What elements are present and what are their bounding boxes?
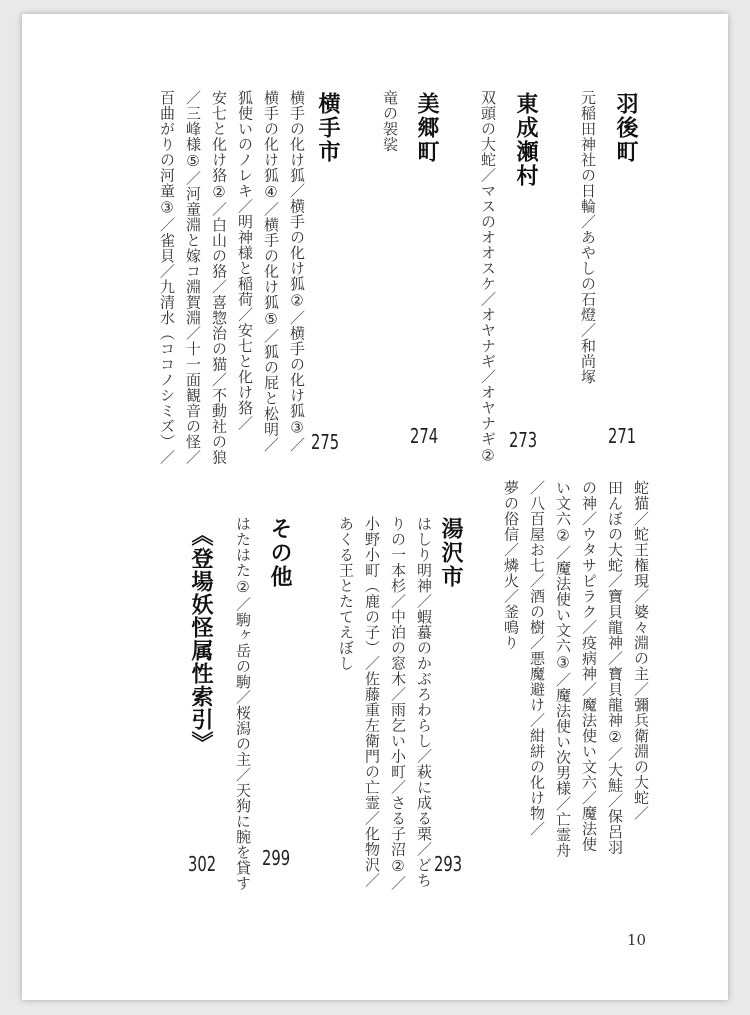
list-item: ／八百屋お七／酒の樹／悪魔避け／紺絣の化け物／ (528, 480, 546, 837)
section-items-higashinaruse (475, 90, 501, 465)
list-item: 元稲田神社の日輪／あやしの石燈／和尚塚 (579, 90, 597, 385)
page-number-yuzawa: 293 (434, 852, 463, 876)
section-items-hago (575, 90, 601, 385)
section-items-yuzawa (333, 516, 437, 891)
list-item: 田んぼの大蛇／寶貝龍神／寶貝龍神②／大鮭／保呂羽 (606, 480, 624, 855)
section-title-yuzawa: 湯沢市 (438, 517, 463, 589)
section-title-hago: 羽後町 (613, 92, 638, 164)
page-number-yokote: 275 (311, 430, 340, 454)
section-title-index: 《登場妖怪属性索引》 (188, 524, 213, 754)
list-item: りの一本杉／中泊の窓木／雨乞い小町／さる子沼②／ (389, 516, 407, 891)
page-number-sonota: 299 (262, 846, 291, 870)
list-item: 蛇猫／蛇王権現／婆々淵の主／彌兵衛淵の大蛇／ (632, 480, 650, 821)
list-item: 安七と化け狢②／白山の狢／喜惣治の猫／不動社の狼 (210, 90, 228, 465)
section-title-misato: 美郷町 (414, 92, 439, 164)
list-item: あくる王とたてえぼし (337, 516, 355, 671)
section-title-higashinaruse: 東成瀬村 (513, 92, 538, 188)
section-title-sonota: その他 (267, 517, 292, 589)
list-item: はたはた②／駒ヶ岳の駒／桜潟の主／天狗に腕を貸す (234, 516, 252, 891)
page-number-index: 302 (188, 852, 217, 876)
list-item: 横手の化け狐／横手の化け狐②／横手の化け狐③／ (288, 90, 306, 453)
list-item: 双頭の大蛇／マスのオオスケ／オヤナギ／オヤナギ② (479, 90, 497, 465)
list-item: 百曲がりの河童③／雀貝／九清水（ココノシミズ）／ (158, 90, 176, 465)
section-items-sonota (230, 516, 256, 891)
page-number-hago: 271 (608, 424, 637, 448)
list-item: 小野小町（鹿の子）／佐藤重左衛門の亡霊／化物沢／ (363, 516, 381, 888)
list-item: 狐使いのノレキ／明神様と稲荷／安七と化け狢／ (236, 90, 254, 431)
list-item: 竜の袈裟 (381, 90, 399, 152)
list-item: い文六②／魔法使い文六③／魔法使い次男様／亡霊舟 (554, 480, 572, 858)
section-items-yokote (154, 90, 310, 465)
page-number-higashinaruse: 273 (509, 428, 538, 452)
section-items-misato (377, 90, 403, 152)
list-item: ／三峰様⑤／河童淵と嫁コ淵賀淵／十一面観音の怪／ (184, 90, 202, 465)
section-items-continued (498, 480, 654, 858)
list-item: 夢の俗信／燐火／釜鳴り (502, 480, 520, 651)
list-item: の神／ウタサピラク／疫病神／魔法使い文六／魔法使 (580, 480, 598, 852)
section-title-yokote: 横手市 (315, 92, 340, 164)
list-item: 横手の化け狐④／横手の化け狐⑤／狐の屁と松明／ (262, 90, 280, 453)
list-item: はしり明神／蝦蟇のかぶろわらし／萩に成る栗／どち (415, 516, 433, 888)
book-page (22, 14, 728, 1000)
page-number-misato: 274 (410, 424, 439, 448)
page-folio-number: 10 (627, 931, 647, 949)
